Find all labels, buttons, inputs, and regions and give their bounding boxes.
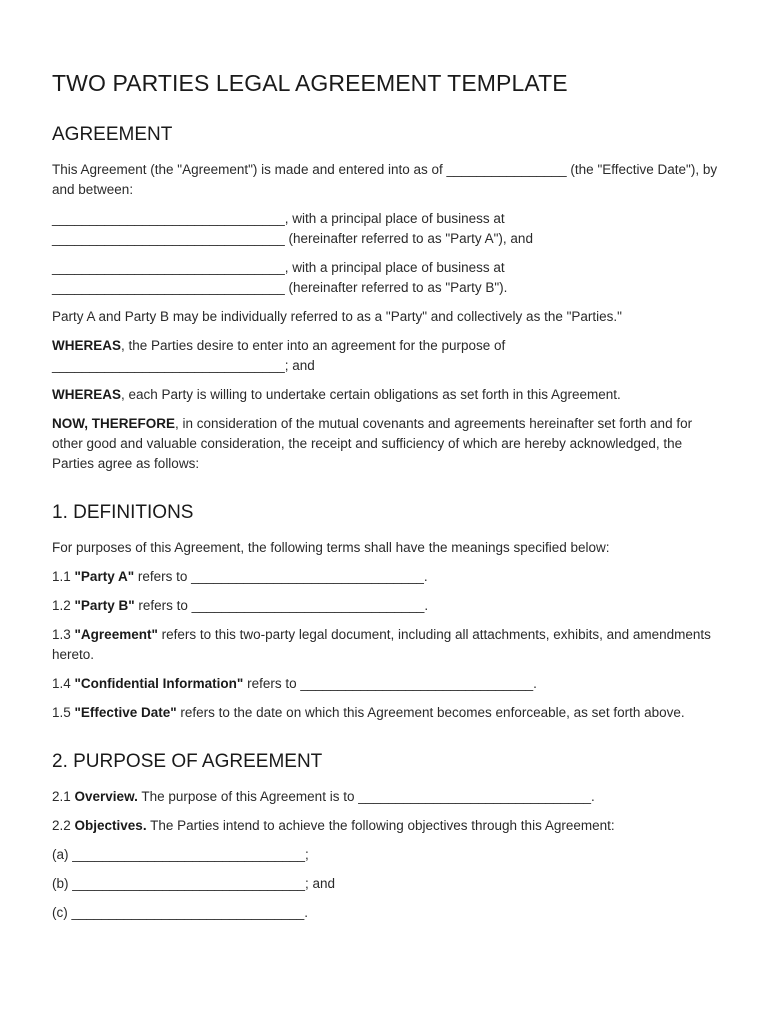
- purpose-objectives: [52, 816, 720, 836]
- definition-term: "Effective Date": [74, 705, 177, 720]
- definitions-intro: For purposes of this Agreement, the following terms shall have the meanings specified below:: [52, 540, 610, 555]
- definition-text: refers to _______________________________.: [134, 598, 429, 613]
- definition-text: refers to this two-party legal document, including all attachments, exhibits, and amendments hereto.: [52, 627, 711, 662]
- definition-number: 1.5: [52, 705, 75, 720]
- definition-term: "Party B": [74, 598, 135, 613]
- whereas-2-text: , each Party is willing to undertake certain obligations as set forth in this Agreement.: [121, 387, 621, 402]
- definition-number: 1.2: [52, 598, 75, 613]
- document-body: [52, 124, 720, 923]
- purpose-objectives-term: Objectives.: [74, 818, 147, 833]
- parties-paragraph: Party A and Party B may be individually referred to as a "Party" and collectively as the "Parties.": [52, 309, 622, 324]
- purpose-objectives-number: 2.2: [52, 818, 75, 833]
- intro-paragraph: This Agreement (the "Agreement") is made and entered into as of ________________ (the "Effective Date"), by and between:: [52, 162, 718, 197]
- purpose-heading: 2. PURPOSE OF AGREEMENT: [52, 751, 323, 772]
- definition-number: 1.4: [52, 676, 75, 691]
- definition-term: "Agreement": [74, 627, 158, 642]
- now-therefore-bold: NOW, THEREFORE: [52, 416, 176, 431]
- purpose-objectives-text: The Parties intend to achieve the following objectives through this Agreement:: [146, 818, 615, 833]
- objective-item-b: (b) _______________________________; and: [52, 876, 336, 891]
- purpose-overview-number: 2.1: [52, 789, 75, 804]
- whereas-2-bold: WHEREAS: [52, 387, 122, 402]
- objective-item-c: (c) _______________________________.: [52, 905, 308, 920]
- party-a-line-2: _______________________________ (hereinafter referred to as "Party A"), and: [52, 231, 533, 246]
- now-therefore-text: , in consideration of the mutual covenants and agreements hereinafter set forth and for other good and valuable consideration, the receipt and sufficiency of which are hereby acknowledged, the Parties agree as follows:: [52, 416, 693, 471]
- party-b-line-1: _______________________________, with a principal place of business at: [52, 260, 505, 275]
- definition-item: [52, 625, 720, 665]
- whereas-1-paragraph: [52, 336, 720, 376]
- party-a-block: [52, 209, 720, 249]
- definition-text: refers to the date on which this Agreement becomes enforceable, as set forth above.: [176, 705, 685, 720]
- definition-item: [52, 567, 720, 587]
- definition-text: refers to _______________________________.: [243, 676, 537, 691]
- objective-item-a: (a) _______________________________;: [52, 847, 309, 862]
- whereas-2-paragraph: [52, 385, 720, 405]
- definitions-heading: 1. DEFINITIONS: [52, 502, 194, 523]
- party-a-line-1: _______________________________, with a principal place of business at: [52, 211, 505, 226]
- definition-number: 1.3: [52, 627, 75, 642]
- party-b-line-2: _______________________________ (hereinafter referred to as "Party B").: [52, 280, 508, 295]
- definition-text: refers to _______________________________.: [134, 569, 428, 584]
- definition-item: [52, 596, 720, 616]
- whereas-1-bold: WHEREAS: [52, 338, 122, 353]
- purpose-overview-term: Overview.: [74, 789, 138, 804]
- definition-term: "Party A": [74, 569, 135, 584]
- now-therefore-paragraph: [52, 414, 720, 474]
- agreement-heading: AGREEMENT: [52, 124, 173, 145]
- purpose-overview: [52, 787, 720, 807]
- definition-item: [52, 703, 720, 723]
- definition-number: 1.1: [52, 569, 75, 584]
- party-b-block: [52, 258, 720, 298]
- whereas-1-text: , the Parties desire to enter into an agreement for the purpose of _______________________________; and: [52, 338, 506, 373]
- definition-term: "Confidential Information": [74, 676, 244, 691]
- definition-item: [52, 674, 720, 694]
- purpose-overview-text: The purpose of this Agreement is to _______________________________.: [137, 789, 595, 804]
- document-title: TWO PARTIES LEGAL AGREEMENT TEMPLATE: [52, 70, 568, 96]
